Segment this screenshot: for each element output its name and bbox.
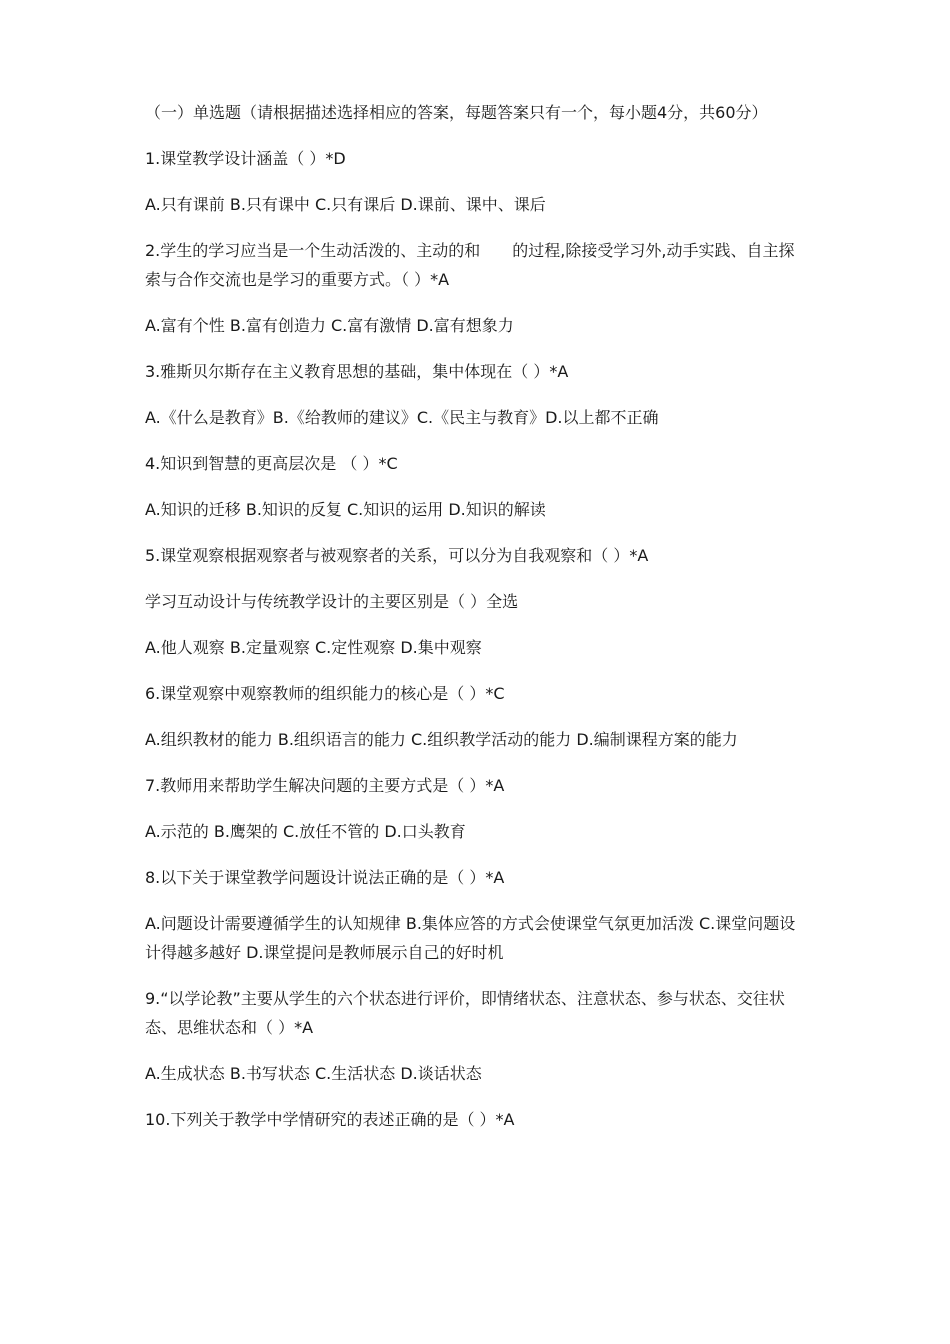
question-1: 1.课堂教学设计涵盖（ ）*D [145, 149, 346, 168]
question-7-options: A.示范的 B.鹰架的 C.放任不管的 D.口头教育 [145, 822, 466, 841]
document-body [145, 98, 805, 1151]
question-9-options: A.生成状态 B.书写状态 C.生活状态 D.谈话状态 [145, 1064, 482, 1083]
question-4-options: A.知识的迁移 B.知识的反复 C.知识的运用 D.知识的解读 [145, 500, 546, 519]
question-10: 10.下列关于教学中学情研究的表述正确的是（ ）*A [145, 1110, 515, 1129]
question-extra: 学习互动设计与传统教学设计的主要区别是（ ）全选 [145, 592, 519, 611]
question-6: 6.课堂观察中观察教师的组织能力的核心是（ ）*C [145, 684, 505, 703]
question-8-options: A.问题设计需要遵循学生的认知规律 B.集体应答的方式会使课堂气氛更加活泼 C.课堂问题设计得越多越好 D.课堂提问是教师展示自己的好时机 [145, 914, 796, 962]
question-2-options: A.富有个性 B.富有创造力 C.富有激情 D.富有想象力 [145, 316, 514, 335]
question-3-options: A.《什么是教育》B.《给教师的建议》C.《民主与教育》D.以上都不正确 [145, 408, 659, 427]
question-9: 9.“以学论教”主要从学生的六个状态进行评价，即情绪状态、注意状态、参与状态、交往状态、思维状态和（ ）*A [145, 989, 785, 1037]
question-6-options: A.组织教材的能力 B.组织语言的能力 C.组织教学活动的能力 D.编制课程方案的能力 [145, 730, 738, 749]
question-3: 3.雅斯贝尔斯存在主义教育思想的基础，集中体现在（ ）*A [145, 362, 569, 381]
question-5: 5.课堂观察根据观察者与被观察者的关系，可以分为自我观察和（ ）*A [145, 546, 649, 565]
section-heading: （一）单选题（请根据描述选择相应的答案，每题答案只有一个，每小题4分，共60分） [145, 103, 768, 122]
question-8: 8.以下关于课堂教学问题设计说法正确的是（ ）*A [145, 868, 505, 887]
question-1-options: A.只有课前 B.只有课中 C.只有课后 D.课前、课中、课后 [145, 195, 546, 214]
question-7: 7.教师用来帮助学生解决问题的主要方式是（ ）*A [145, 776, 505, 795]
question-5-options: A.他人观察 B.定量观察 C.定性观察 D.集中观察 [145, 638, 482, 657]
question-4: 4.知识到智慧的更高层次是 （ ）*C [145, 454, 398, 473]
question-2: 2.学生的学习应当是一个生动活泼的、主动的和 的过程,除接受学习外,动手实践、自主探索与合作交流也是学习的重要方式。（ ）*A [145, 241, 795, 289]
